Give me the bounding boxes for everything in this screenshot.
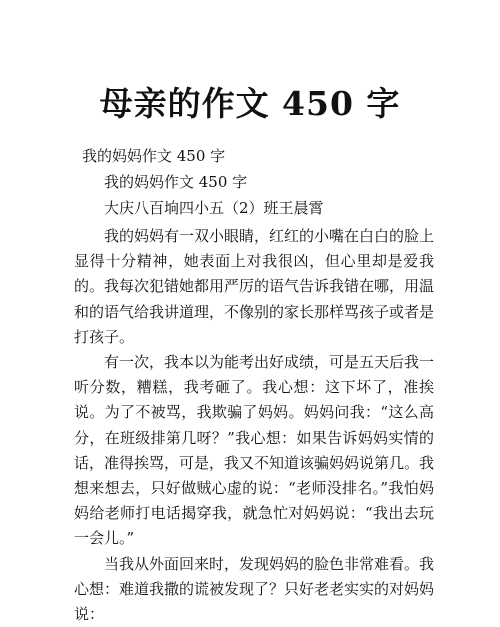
essay-body xyxy=(74,224,434,627)
header-line-2: 我的妈妈作文 450 字 xyxy=(104,173,248,191)
paragraph-1: 我的妈妈有一双小眼睛，红红的小嘴在白白的脸上显得十分精神，她表面上对我很凶，但心里却是爱我的。我每次犯错她都用严厉的语气告诉我错在哪，用温和的语气给我讲道理，不像别的家长那样骂孩子或者是打孩子。 xyxy=(74,227,435,346)
paragraph-2: 有一次，我本以为能考出好成绩，可是五天后我一听分数，糟糕，我考砸了。我心想：这下坏了，准挨说。为了不被骂，我欺骗了妈妈。妈妈问我：“这么高分，在班级排第几呀？”我心想：如果告诉妈妈实情的话，准得挨骂，可是，我又不知道该骗妈妈说第几。我想来想去，只好做贼心虚的说：“老师没排名。”我怕妈妈给老师打电话揭穿我，就急忙对妈妈说：“我出去玩一会儿。” xyxy=(74,353,435,548)
author-line: 大庆八百垧四小五（2）班王晨霄 xyxy=(104,199,324,217)
paragraph-3: 当我从外面回来时，发现妈妈的脸色非常难看。我心想：难道我撒的谎被发现了？只好老老实实的对妈妈说： xyxy=(74,554,435,624)
header-line-1: 我的妈妈作文 450 字 xyxy=(82,147,226,165)
document-title: 母亲的作文 450 字 xyxy=(99,84,401,123)
